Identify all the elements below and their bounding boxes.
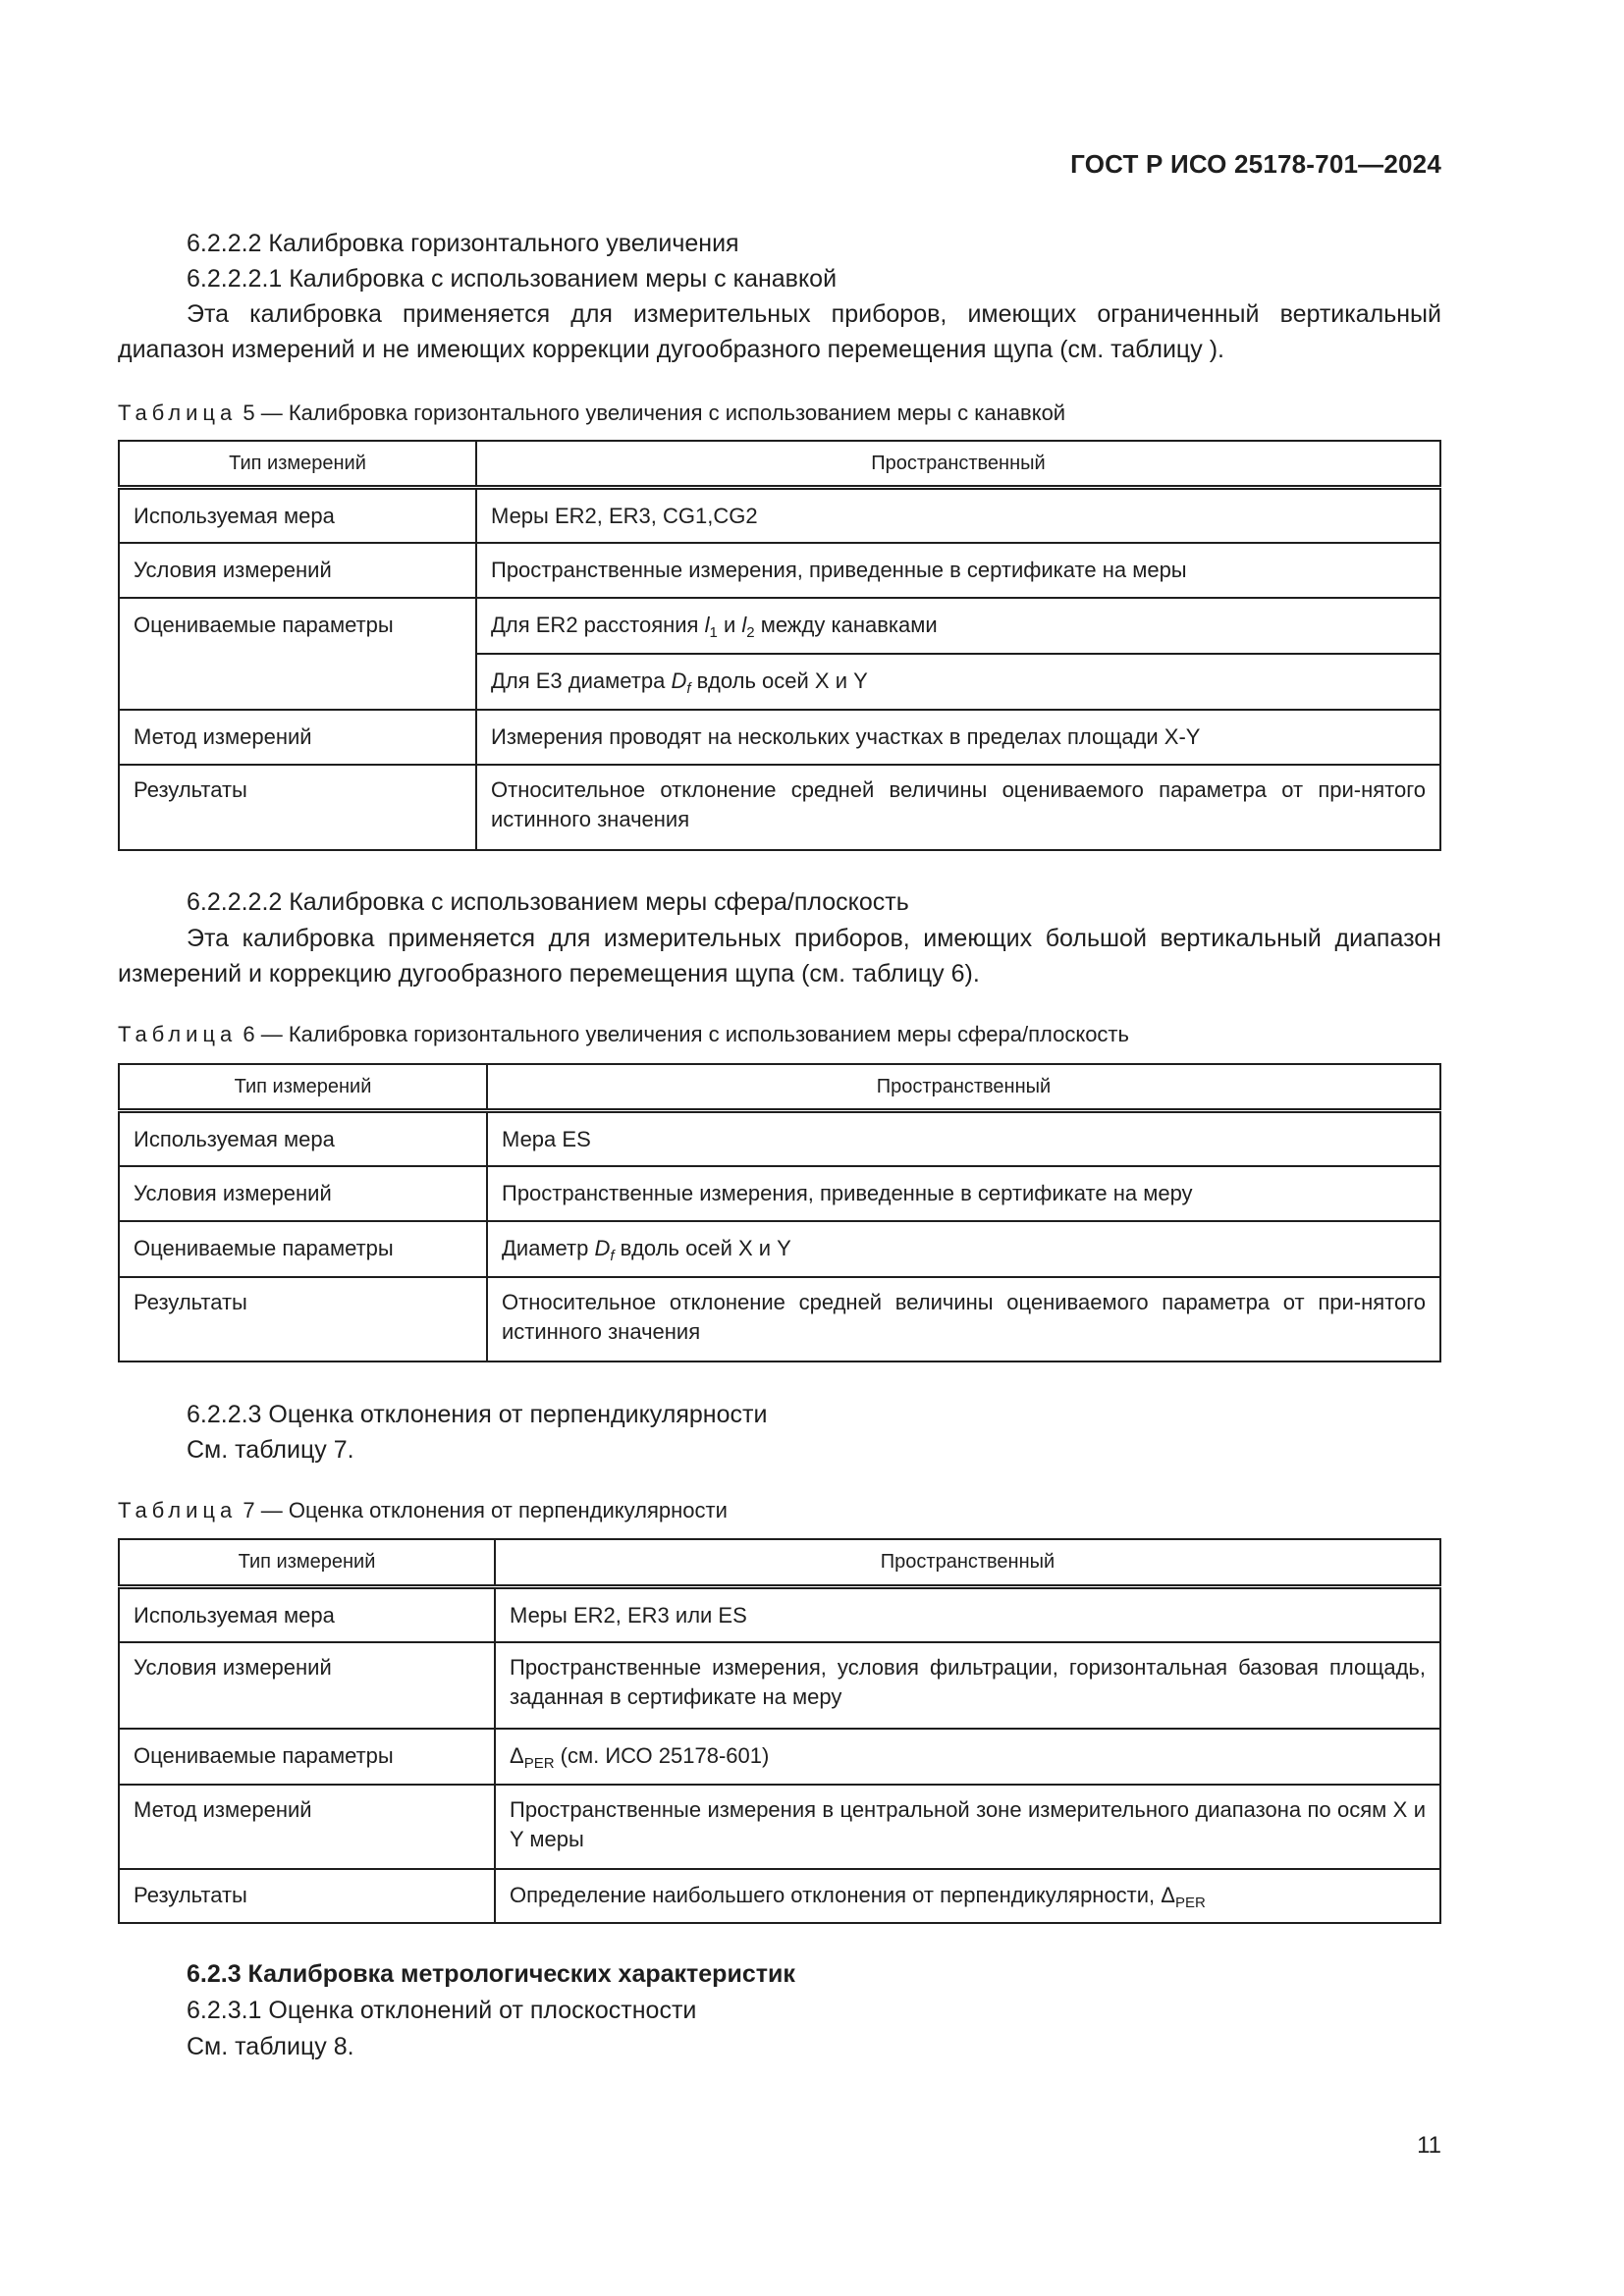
table-row — [119, 1785, 1440, 1869]
row-label: Условия измерений — [119, 1642, 495, 1729]
row-value — [487, 1221, 1440, 1277]
row-label: Условия измерений — [119, 1166, 487, 1221]
caption-prefix: Таблица — [118, 1022, 238, 1046]
row-value: Пространственные измерения, приведенные в сертификате на меры — [476, 543, 1440, 598]
row-value: Мера ES — [487, 1110, 1440, 1166]
section-heading-6-2-2-2-2: 6.2.2.2.2 Калибровка с использованием меры сфера/плоскость — [187, 888, 909, 916]
table-header-row — [119, 1064, 1440, 1110]
header-cell: Пространственный — [476, 441, 1440, 487]
caption-text: 5 — Калибровка горизонтального увеличения с использованием меры с канавкой — [237, 400, 1066, 425]
text: между канавками — [754, 613, 938, 637]
subscript: f — [610, 1248, 615, 1264]
row-label: Оцениваемые параметры — [119, 1729, 495, 1785]
table-reference-8: См. таблицу 8. — [187, 2033, 354, 2060]
row-value: Относительное отклонение средней величины оцениваемого параметра от при-нятого истинного значения — [476, 765, 1440, 850]
section-heading-6-2-3-1: 6.2.3.1 Оценка отклонений от плоскостности — [187, 1997, 697, 2024]
row-label: Используемая мера — [119, 487, 476, 543]
table-row — [119, 1642, 1440, 1729]
table-row — [119, 1166, 1440, 1221]
row-value: Пространственные измерения, приведенные в сертификате на меру — [487, 1166, 1440, 1221]
table-row — [119, 598, 1440, 654]
caption-text: 7 — Оценка отклонения от перпендикулярности — [237, 1498, 728, 1522]
table-row — [119, 1110, 1440, 1166]
row-label: Результаты — [119, 1277, 487, 1362]
page-number: 11 — [1417, 2132, 1441, 2159]
subscript: 1 — [709, 624, 718, 641]
subscript: f — [686, 680, 691, 697]
table-row — [119, 1586, 1440, 1642]
row-value: Меры ER2, ER3, CG1,CG2 — [476, 487, 1440, 543]
table-row — [119, 710, 1440, 765]
document-code: ГОСТ Р ИСО 25178-701—2024 — [1070, 149, 1441, 179]
table-6 — [118, 1063, 1441, 1362]
row-label: Метод измерений — [119, 710, 476, 765]
table-row — [119, 487, 1440, 543]
paragraph-6-2-2-2-2: Эта калибровка применяется для измерительных приборов, имеющих большой вертикальный диапазон измерений и коррекцию дугообразного перемещения щупа (см. таблицу 6). — [118, 925, 1441, 988]
table-7-caption — [118, 1496, 728, 1525]
row-label: Используемая мера — [119, 1586, 495, 1642]
subscript: PER — [1174, 1895, 1206, 1911]
header-cell: Тип измерений — [119, 1064, 487, 1110]
row-value: Пространственные измерения в центральной зоне измерительного диапазона по осям X и Y меры — [495, 1785, 1440, 1869]
row-value: Пространственные измерения, условия фильтрации, горизонтальная базовая площадь, заданная в сертификате на меру — [495, 1642, 1440, 1729]
row-label: Оцениваемые параметры — [119, 598, 476, 710]
row-label: Используемая мера — [119, 1110, 487, 1166]
row-label: Результаты — [119, 765, 476, 850]
row-value — [495, 1729, 1440, 1785]
table-row — [119, 765, 1440, 850]
paragraph-6-2-2-2-1: Эта калибровка применяется для измерительных приборов, имеющих ограниченный вертикальный диапазон измерений и не имеющих коррекции дугообразного перемещения щупа (см. таблицу ). — [118, 300, 1441, 363]
table-header-row — [119, 441, 1440, 487]
header-cell: Тип измерений — [119, 441, 476, 487]
row-value: Относительное отклонение средней величины оцениваемого параметра от при-нятого истинного значения — [487, 1277, 1440, 1362]
caption-text: 6 — Калибровка горизонтального увеличения с использованием меры сфера/плоскость — [237, 1022, 1129, 1046]
text: Для E3 диаметра — [491, 668, 672, 693]
table-6-caption — [118, 1020, 1129, 1049]
section-heading-6-2-2-3: 6.2.2.3 Оценка отклонения от перпендикулярности — [187, 1401, 768, 1428]
table-row — [119, 543, 1440, 598]
delta-symbol: Δ — [510, 1743, 524, 1768]
row-value: Меры ER2, ER3 или ES — [495, 1586, 1440, 1642]
row-label: Оцениваемые параметры — [119, 1221, 487, 1277]
header-cell: Пространственный — [487, 1064, 1440, 1110]
table-row — [119, 1277, 1440, 1362]
subscript: PER — [523, 1755, 555, 1772]
delta-symbol: Δ — [1161, 1883, 1175, 1907]
row-value — [495, 1869, 1440, 1923]
text: Диаметр — [502, 1236, 595, 1260]
text: вдоль осей X и Y — [614, 1236, 791, 1260]
variable-l: l — [741, 613, 747, 637]
subscript: 2 — [746, 624, 755, 641]
row-label: Условия измерений — [119, 543, 476, 598]
variable-l: l — [704, 613, 710, 637]
section-heading-6-2-2-2: 6.2.2.2 Калибровка горизонтального увеличения — [187, 230, 739, 257]
row-value: Измерения проводят на нескольких участках в пределах площади X-Y — [476, 710, 1440, 765]
row-value — [476, 598, 1440, 654]
row-value — [476, 654, 1440, 710]
caption-prefix: Таблица — [118, 1498, 238, 1522]
table-reference-7: См. таблицу 7. — [187, 1436, 354, 1464]
table-5-caption — [118, 399, 1065, 428]
header-cell: Пространственный — [495, 1539, 1440, 1586]
variable-D: D — [594, 1236, 611, 1260]
section-heading-6-2-2-2-1: 6.2.2.2.1 Калибровка с использованием меры с канавкой — [187, 265, 838, 293]
table-row — [119, 1221, 1440, 1277]
text: вдоль осей X и Y — [690, 668, 868, 693]
table-header-row — [119, 1539, 1440, 1586]
text: и — [717, 613, 742, 637]
variable-D: D — [671, 668, 687, 693]
text: Для ER2 расстояния — [491, 613, 705, 637]
row-label: Результаты — [119, 1869, 495, 1923]
text: Определение наибольшего отклонения от перпендикулярности, — [510, 1883, 1162, 1907]
table-5 — [118, 440, 1441, 851]
table-row — [119, 1729, 1440, 1785]
header-cell: Тип измерений — [119, 1539, 495, 1586]
text: (см. ИСО 25178-601) — [554, 1743, 770, 1768]
caption-prefix: Таблица — [118, 400, 238, 425]
table-7 — [118, 1538, 1441, 1924]
section-heading-6-2-3: 6.2.3 Калибровка метрологических характеристик — [187, 1960, 795, 1988]
row-label: Метод измерений — [119, 1785, 495, 1869]
table-row — [119, 1869, 1440, 1923]
